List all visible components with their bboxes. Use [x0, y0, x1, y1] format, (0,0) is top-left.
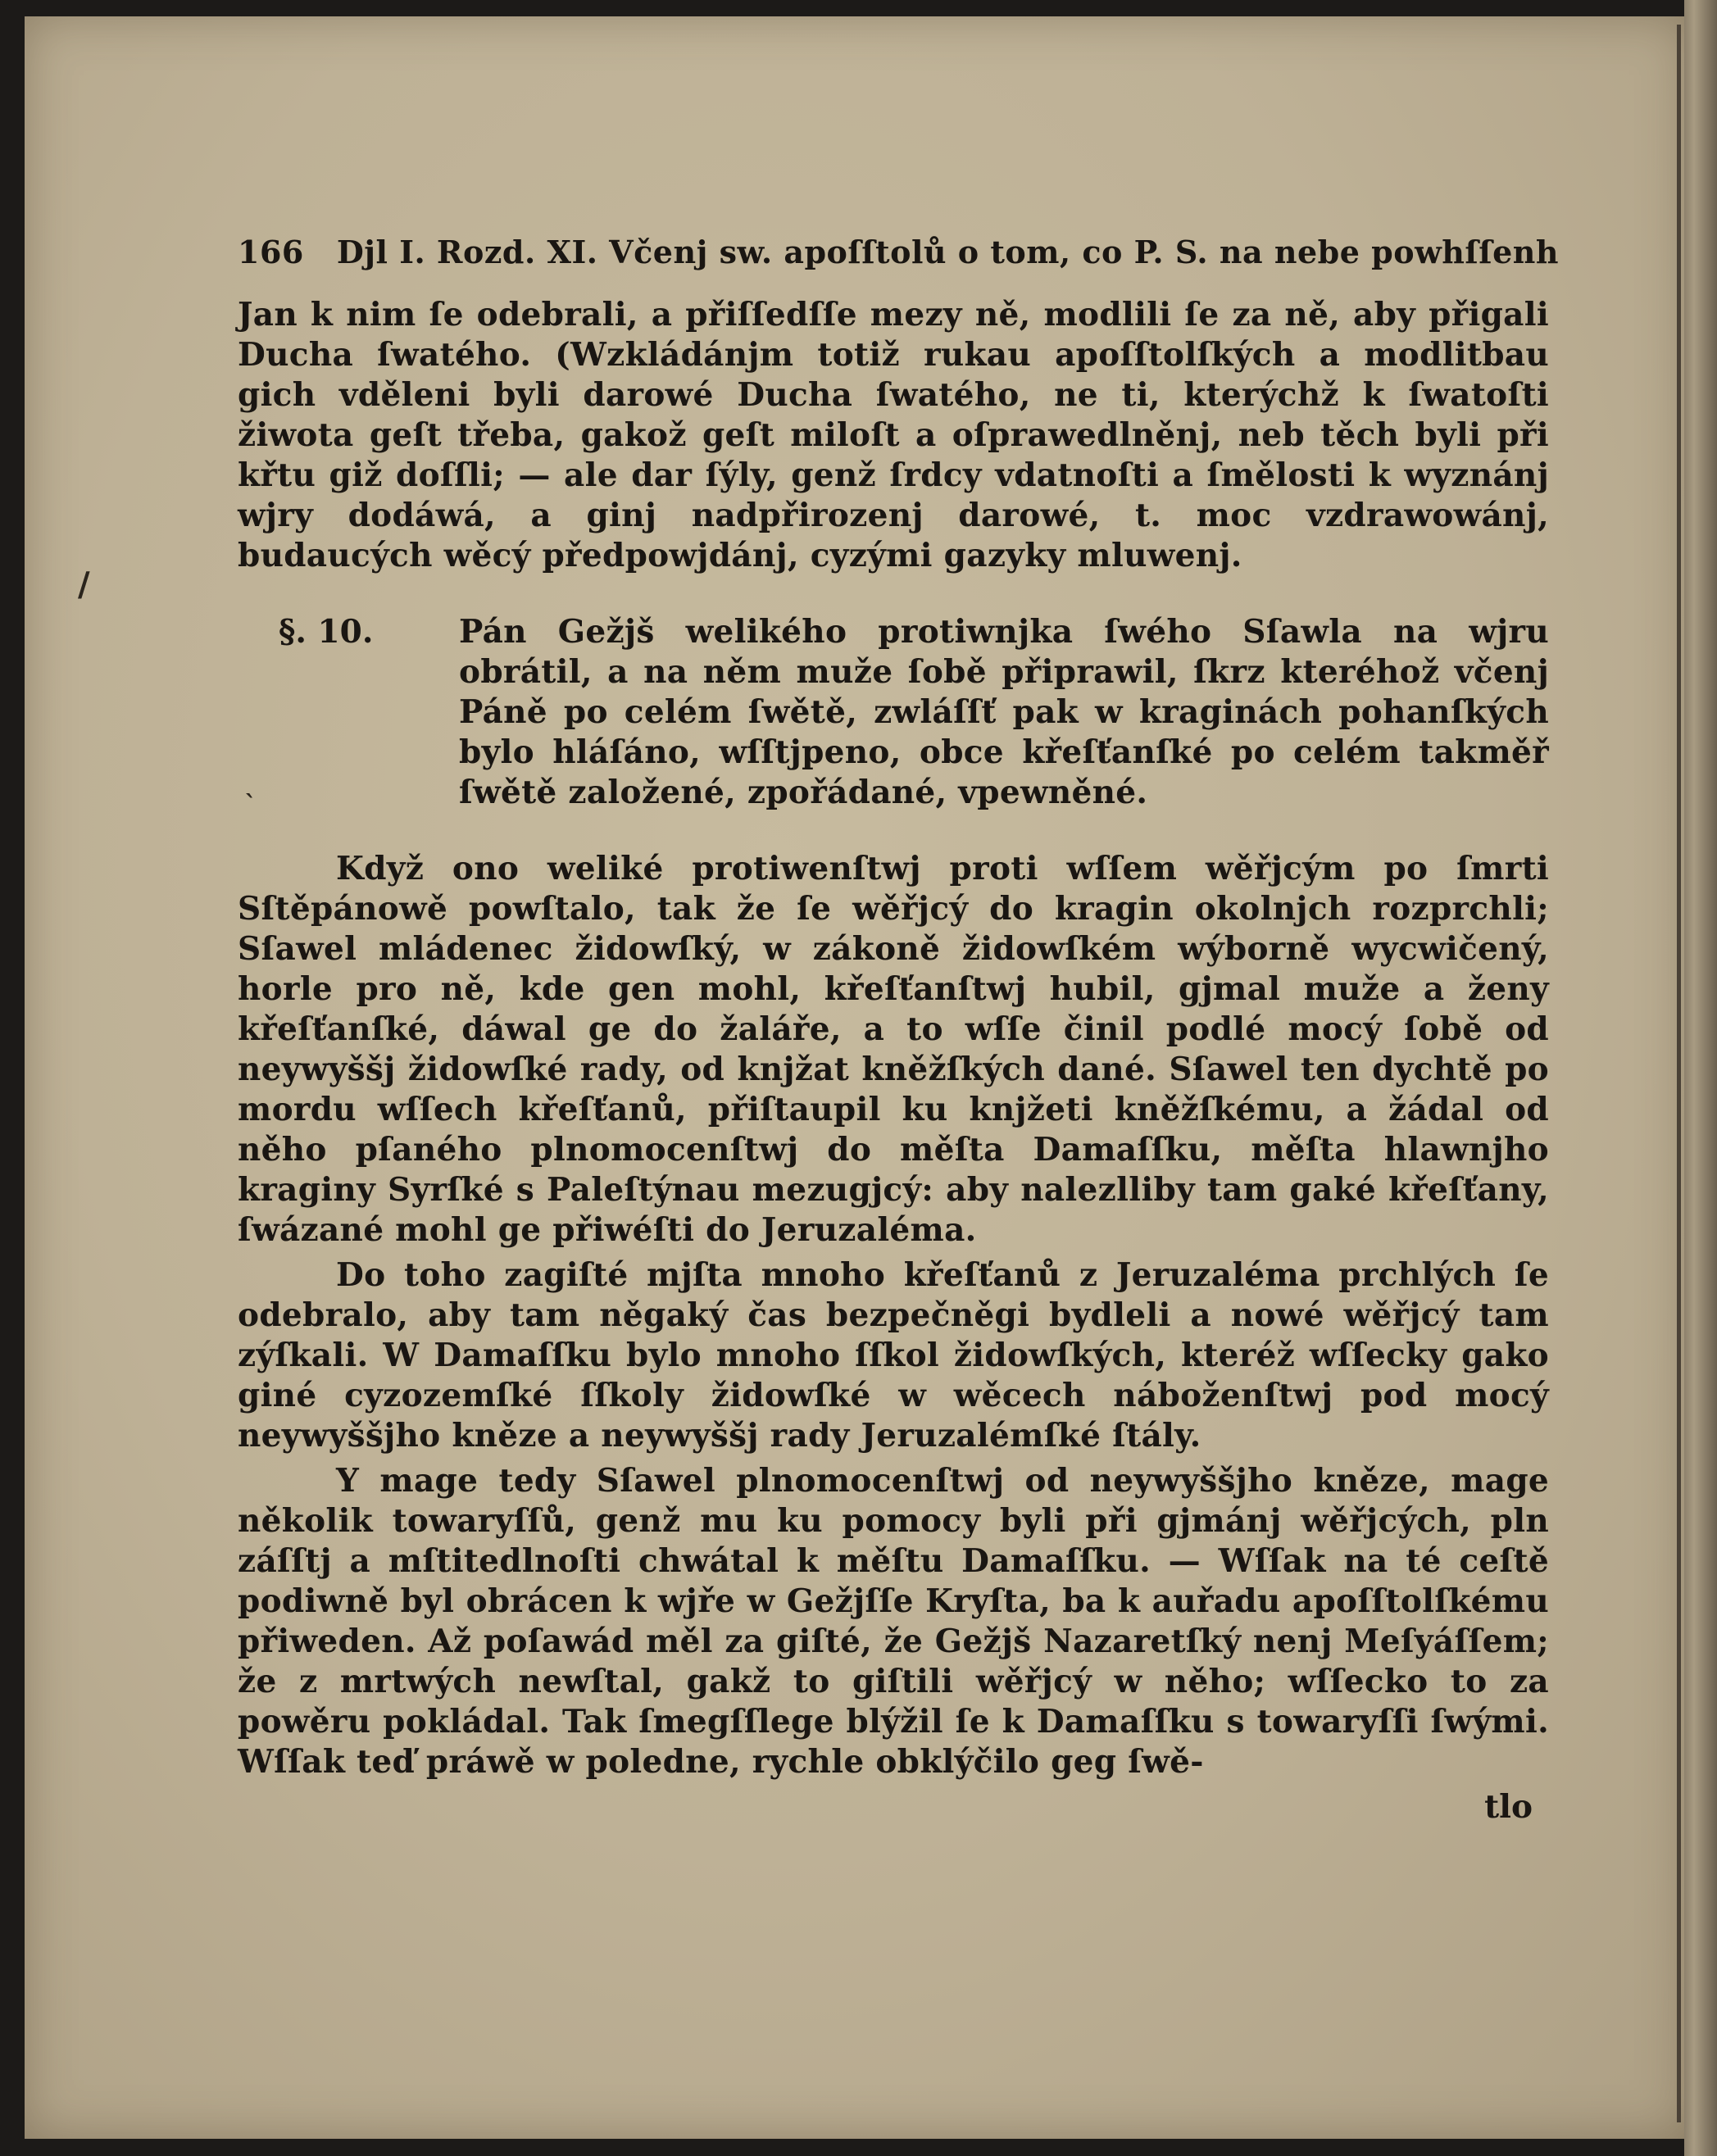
page-gutter-line — [1677, 25, 1681, 2122]
margin-mark: / — [78, 565, 90, 604]
paragraph: Když ono weliké protiwenſtwj proti wſſem wěřjcým po ſmrti Sſtěpánowě powſtalo, tak že ſe wěřjcý do kragin okolnjch rozprchli; Sſawel mládenec židowſký, w zákoně židowſkém wýborně wycwičený, horle pro ně, kde gen mohl, křeſťanſtwj hubil, gjmal muže a ženy křeſťanſké, dáwal ge do žaláře, a to wſſe činil podlé mocý ſobě od neywyššj židowſké rady, od knjžat kněžſkých dané. Sſawel ten dychtě po mordu wſſech křeſťanů, přiſtaupil ku knjžeti kněžſkému, a žádal od něho pſaného plnomocenſtwj do měſta Damaſſku, měſta hlawnjho kraginy Syrſké s Paleſtýnau mezugjcý: aby nalezlliby tam gaké křeſťany, ſwázané mohl ge přiwéſti do Jeruzaléma. — [238, 850, 1549, 1249]
paragraph: Jan k nim ſe odebrali, a přiſſedſſe mezy ně, modlili ſe za ně, aby přigali Ducha ſwatého. (Wzkládánjm totiž rukau apoſſtolſkých a modlitbau gich vděleni byli darowé Ducha ſwatého, ne ti, kterýchž k ſwatoſti žiwota geſt třeba, gakož geſt miloſt a oſprawedlněnj, neb těch byli při křtu giž doſſli; — ale dar ſýly, genž ſrdcy vdatnoſti a ſmělosti k wyznánj wjry dodáwá, a ginj nadpřirozenj darowé, t. moc vzdrawowánj, budaucých wěcý předpowjdánj, cyzými gazyky mluwenj. — [238, 296, 1549, 574]
catchword: tlo — [1484, 1788, 1533, 1826]
paragraph: Y mage tedy Sſawel plnomocenſtwj od neywyššjho kněze, mage několik towaryſſů, genž mu ku pomocy byli při gjmánj wěřjcých, pln záſſtj a mſtitedlnoſti chwátal k měſtu Damaſſku. — Wſſak na té ceſtě podiwně byl obrácen k wjře w Gežjſſe Kryſta, ba k auřadu apoſſtolſkému přiweden. Až poſawád měl za giſté, že Gežjš Nazaretſký nenj Meſyáſſem; že z mrtwých newſtal, gakž to giſtili wěřjcý w něho; wſſecko to za powěru pokládal. Tak ſmegſſlege blýžil ſe k Damaſſku s towaryſſi ſwými. Wſſak teď práwě w poledne, rychle obklýčilo geg ſwě- — [238, 1462, 1549, 1781]
paragraph: Do toho zagiſté mjſta mnoho křeſťanů z Jeruzaléma prchlých ſe odebralo, aby tam něgaký čas bezpečněgi bydleli a nowé wěřjcý tam zýſkali. W Damaſſku bylo mnoho ſſkol židowſkých, kteréž wſſecky gako giné cyzozemſké ſſkoly židowſké w wěcech náboženſtwj pod mocý neywyššjho kněze a neywyššj rady Jeruzalémſké ſtály. — [238, 1256, 1549, 1455]
page-edge — [1684, 0, 1717, 2156]
section-summary: Pán Gežjš welikého protiwnjka ſwého Sſawla na wjru obrátil, a na něm muže ſobě připrawil, ſkrz kteréhož včenj Páně po celém ſwětě, zwláſſť pak w kraginách pohanſkých bylo hláſáno, wſſtjpeno, obce křeſťanſké po celém takměř ſwětě založené, zpořádané, vpewněné. — [459, 613, 1549, 811]
running-header — [238, 234, 1560, 270]
margin-mark: ` — [244, 791, 257, 819]
page-number: 166 — [238, 234, 304, 270]
section-10 — [238, 612, 1549, 813]
text-block — [238, 234, 1560, 1827]
section-sign: §. 10. — [279, 613, 374, 651]
running-head-title: Djl I. Rozd. XI. Včenj sw. apoſſtolů o tom, co P. S. na nebe powhſſenh — [336, 234, 1560, 270]
